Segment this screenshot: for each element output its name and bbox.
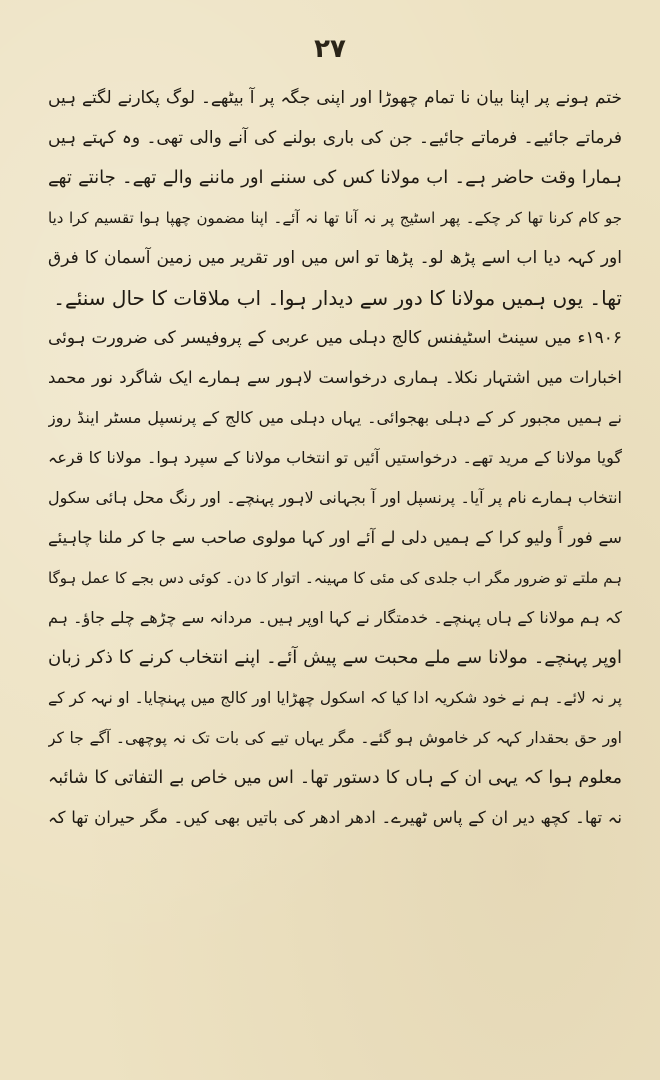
text-line: جو کام کرنا تھا کر چکے۔ پھر اسٹیج پر نہ آنا تھا نہ آئے۔ اپنا مضمون چھپا ہوا تقسیم کرا دیا <box>48 209 622 227</box>
text-line: اوپر پہنچے۔ مولانا سے ملے محبت سے پیش آئے۔ اپنے انتخاب کرنے کا ذکر زبان <box>48 647 622 668</box>
text-line: نے ہمیں مجبور کر کے دہلی بھجوائی۔ یہاں دہلی میں کالج کے پرنسپل مسٹر اینڈ روز <box>48 408 622 427</box>
text-line: اخبارات میں اشتہار نکلا۔ ہماری درخواست لاہور سے ہمارے ایک شاگرد نور محمد <box>48 368 622 387</box>
text-line: ختم ہونے پر اپنا بیان نا تمام چھوڑا اور اپنی جگہ پر آ بیٹھے۔ لوگ پکارنے لگتے ہیں <box>48 88 622 108</box>
text-line: معلوم ہوا کہ یہی ان کے ہاں کا دستور تھا۔ اس میں خاص بے التفاتی کا شائبہ <box>48 768 622 788</box>
text-line: نہ تھا۔ کچھ دیر ان کے پاس ٹھیرے۔ ادھر ادھر کی باتیں بھی کیں۔ مگر حیران تھا کہ <box>48 808 622 827</box>
text-line: پر نہ لائے۔ ہم نے خود شکریہ ادا کیا کہ اسکول چھڑایا اور کالج میں پہنچایا۔ او نہہ کر کے <box>48 689 622 707</box>
page-number: ۲۷ <box>314 34 346 64</box>
text-line: سے فور اً ولیو کرا کے ہمیں دلی لے آئے اور کہا مولوی صاحب سے جا کر ملنا چاہیئے <box>48 528 622 547</box>
text-line: انتخاب ہمارے نام پر آیا۔ پرنسپل اور آ بجہانی لاہور پہنچے۔ اور رنگ محل ہائی سکول <box>48 488 622 507</box>
text-line: گویا مولانا کے مرید تھے۔ درخواستیں آئیں تو انتخاب مولانا کے سپرد ہوا۔ مولانا کا قرعہ <box>48 448 622 467</box>
text-line: فرماتے جائیے۔ فرماتے جائیے۔ جن کی باری بولنے کی آنے والی تھی۔ وہ کہتے ہیں <box>48 128 622 148</box>
text-line: اور حق بحقدار کہہ کر خاموش ہو گئے۔ مگر یہاں تیے کی بات تک نہ پوچھی۔ آگے جا کر <box>48 729 622 747</box>
page-body-text <box>48 78 622 838</box>
text-line: کہ ہم مولانا کے ہاں پہنچے۔ خدمتگار نے کہا اوپر ہیں۔ مردانہ سے چڑھے چلے جاؤ۔ ہم <box>48 608 622 627</box>
text-line: ہمارا وقت حاضر ہے۔ اب مولانا کس کی سننے اور ماننے والے تھے۔ جانتے تھے <box>48 167 622 188</box>
text-line: تھا۔ یوں ہمیں مولانا کا دور سے دیدار ہوا۔ اب ملاقات کا حال سنئے۔ <box>53 286 622 310</box>
text-line: ۱۹۰۶ء میں سینٹ اسٹیفنس کالج دہلی میں عربی کے پروفیسر کی ضرورت ہوئی <box>48 328 622 348</box>
text-line: اور کہہ دیا اب اسے پڑھ لو۔ پڑھا تو اس میں اور تقریر میں زمین آسمان کا فرق <box>48 248 622 268</box>
text-line: ہم ملتے تو ضرور مگر اب جلدی کی مئی کا مہینہ۔ اتوار کا دن۔ کوئی دس بجے کا عمل ہوگا <box>48 569 622 587</box>
